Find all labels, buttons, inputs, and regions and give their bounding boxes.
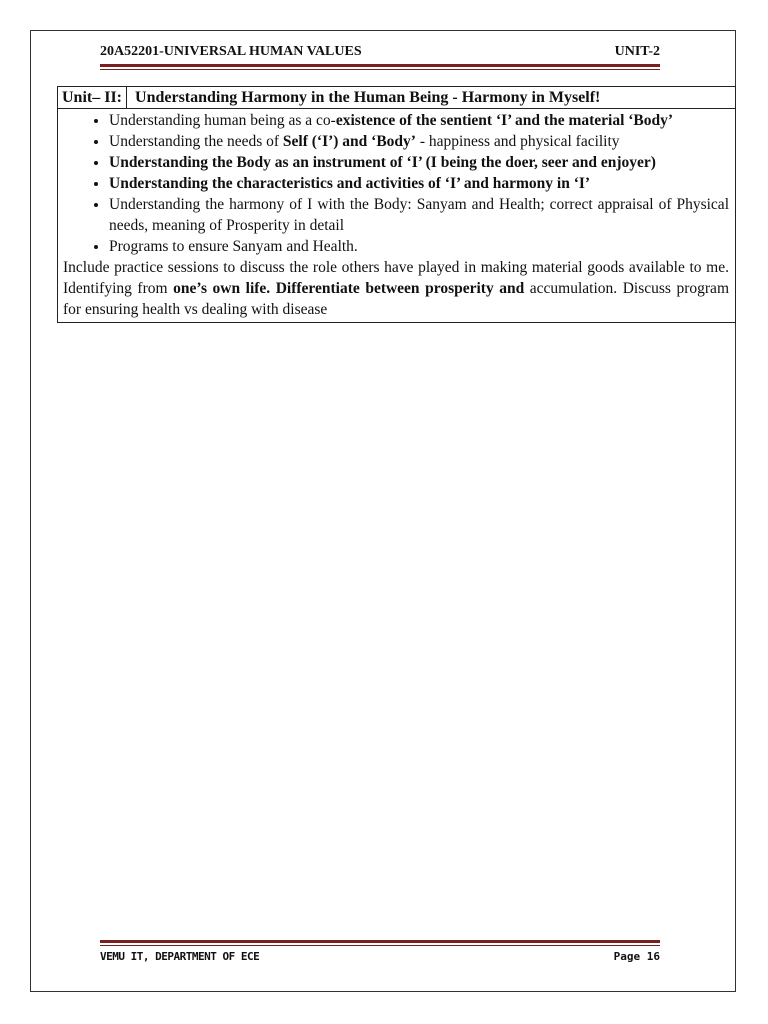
unit-heading xyxy=(58,87,735,109)
footer-rule-thin xyxy=(100,945,660,946)
topic-item: • Understanding the needs of Self (‘I’) and ‘Body’ - happiness and physical facility xyxy=(109,131,729,152)
practice-paragraph: Include practice sessions to discuss the role others have played in making material goods available to me. Identifying from one’s own life. Differentiate between prosperity and accumulation. Discuss program for ensuring health vs dealing with disease xyxy=(63,259,729,318)
header-rule-thick xyxy=(100,64,660,67)
footer-rule-thick xyxy=(100,940,660,943)
page-number: Page 16 xyxy=(613,950,660,963)
department-label: VEMU IT, DEPARTMENT OF ECE xyxy=(100,950,260,963)
syllabus-box xyxy=(57,86,736,323)
unit-title: Understanding Harmony in the Human Being - Harmony in Myself! xyxy=(135,89,601,106)
topic-item: • Programs to ensure Sanyam and Health. xyxy=(109,236,729,257)
unit-label: Unit– II: xyxy=(58,87,127,108)
course-title: 20A52201-UNIVERSAL HUMAN VALUES xyxy=(100,44,362,59)
topic-list xyxy=(63,110,729,257)
page-footer xyxy=(100,950,660,970)
topic-item: • Understanding the harmony of I with the Body: Sanyam and Health; correct appraisal of Physical needs, meaning of Prosperity in detail xyxy=(109,194,729,236)
topic-item: • Understanding human being as a co-existence of the sentient ‘I’ and the material ‘Body’ xyxy=(109,110,729,131)
syllabus-body xyxy=(58,109,735,322)
topic-item: • Understanding the Body as an instrument of ‘I’ (I being the doer, seer and enjoyer) xyxy=(109,152,729,173)
unit-number: UNIT-2 xyxy=(614,44,660,59)
topic-item: • Understanding the characteristics and activities of ‘I’ and harmony in ‘I’ xyxy=(109,173,729,194)
page-header xyxy=(100,44,660,64)
header-rule-thin xyxy=(100,69,660,70)
